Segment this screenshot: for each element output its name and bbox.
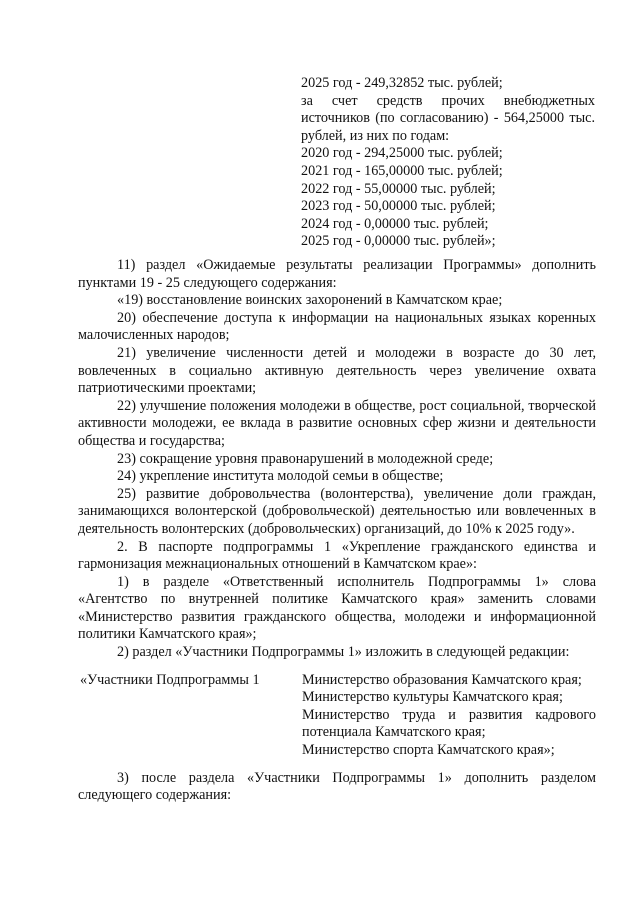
paragraph: 1) в разделе «Ответственный исполнитель Подпрограммы 1» слова «Агентство по внутренней политике Камчатского края» заменить словами «Министерство развития гражданского общества, молодежи и информационной политики Камчатского края»; [78, 573, 596, 643]
paragraph: 2. В паспорте подпрограммы 1 «Укрепление гражданского единства и гармонизация межнациональных отношений в Камчатском крае»: [78, 538, 596, 573]
paragraph: 22) улучшение положения молодежи в обществе, рост социальной, творческой активности молодежи, ее вклада в развитие основных сфер жизни и деятельности общества и государства; [78, 397, 596, 449]
paragraph: 11) раздел «Ожидаемые результаты реализации Программы» дополнить пунктами 19 - 25 следующего содержания: [78, 257, 596, 291]
funding-line: 2025 год - 249,32852 тыс. рублей; [301, 75, 503, 91]
paragraph: 25) развитие добровольчества (волонтерства), увеличение доли граждан, занимающихся волонтерской (добровольческой) деятельностью или вовлеченных в деятельность волонтерских (добровольческих) организаций, до 10% к 2025 году». [78, 485, 596, 537]
funding-line: 2025 год - 0,00000 тыс. рублей»; [301, 233, 496, 250]
paragraph: 2) раздел «Участники Подпрограммы 1» изложить в следующей редакции: [117, 644, 570, 661]
funding-line: 2022 год - 55,00000 тыс. рублей; [301, 180, 496, 197]
funding-line: 2024 год - 0,00000 тыс. рублей; [301, 215, 489, 232]
funding-line: 2023 год - 50,00000 тыс. рублей; [301, 198, 496, 215]
document-body [78, 257, 596, 805]
participants-label: «Участники Подпрограммы 1 [80, 671, 260, 688]
participants-label-cell [78, 672, 302, 760]
paragraph: 24) укрепление института молодой семьи в обществе; [117, 468, 444, 485]
participant-item: Министерство образования Камчатского края; [302, 671, 582, 688]
participants-table [78, 672, 596, 760]
funding-line: 2020 год - 294,25000 тыс. рублей; [301, 145, 503, 162]
funding-line: за счет средств прочих внебюджетных источников (по согласованию) - 564,25000 тыс. рублей, из них по годам: [301, 92, 595, 144]
paragraph: 20) обеспечение доступа к информации на национальных языках коренных малочисленных народов; [78, 309, 596, 344]
funding-block [301, 75, 595, 251]
paragraph: 3) после раздела «Участники Подпрограммы 1» дополнить разделом следующего содержания: [78, 769, 596, 804]
paragraph: 21) увеличение численности детей и молодежи в возрасте до 30 лет, вовлеченных в социально активную деятельность через увеличение охвата патриотическими проектами; [78, 344, 596, 397]
paragraph: 23) сокращение уровня правонарушений в молодежной среде; [117, 450, 494, 467]
participant-item: Министерство труда и развития кадрового потенциала Камчатского края; [302, 706, 596, 741]
participants-list-cell [302, 672, 596, 760]
funding-line: 2021 год - 165,00000 тыс. рублей; [301, 162, 503, 179]
participant-item: Министерство культуры Камчатского края; [302, 689, 563, 706]
paragraph: «19) восстановление воинских захоронений в Камчатском крае; [117, 292, 503, 309]
participant-item: Министерство спорта Камчатского края»; [302, 742, 555, 759]
